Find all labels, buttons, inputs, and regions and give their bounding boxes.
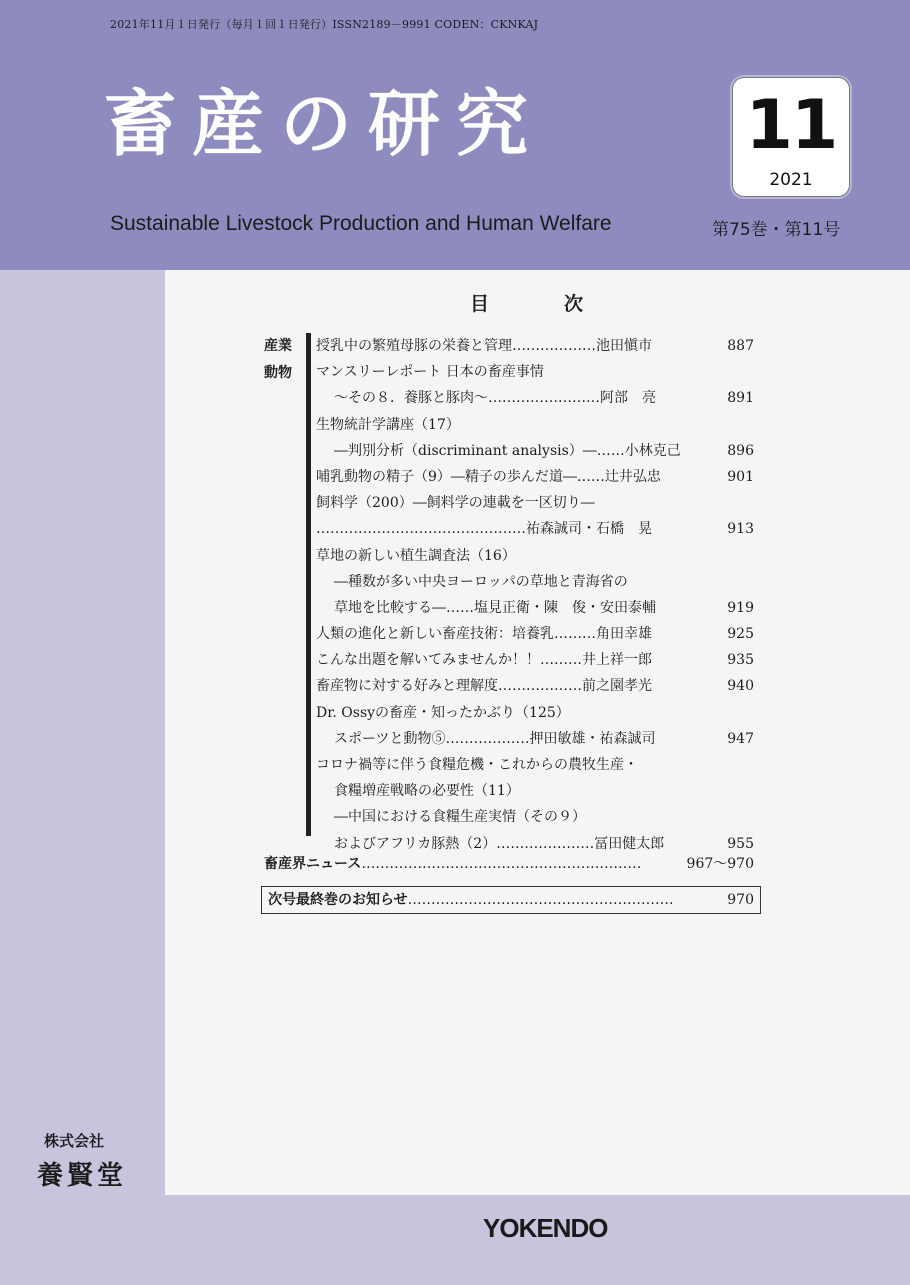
toc-line-page: 896: [727, 442, 754, 459]
toc-line-text: こんな出題を解いてみませんか！！………井上祥一郎: [316, 652, 652, 669]
publisher-type: 株式会社: [44, 1132, 105, 1150]
toc-line-text: 哺乳動物の精子（9）―精子の歩んだ道―……辻井弘忠: [316, 468, 661, 485]
toc-line: [316, 333, 754, 359]
toc-line-page: 947: [727, 730, 754, 747]
toc-line-text: 畜産物に対する好みと理解度………………前之園孝光: [316, 678, 652, 695]
toc-line: [316, 359, 754, 385]
toc-line: [316, 621, 754, 647]
toc-line-page: 887: [727, 338, 754, 354]
notice-leader: …………………………………………………: [407, 892, 674, 908]
toc-line: [316, 438, 754, 464]
volume-number: 第75巻・第11号: [712, 220, 841, 240]
toc-line: [316, 490, 754, 516]
toc-line: [316, 700, 754, 726]
toc-line-text: ―種数が多い中央ヨーロッパの草地と青海省の: [334, 573, 628, 590]
toc-line-text: およびアフリカ豚熱（2）…………………冨田健太郎: [334, 835, 665, 852]
toc-line-text: マンスリーレポート 日本の畜産事情: [316, 364, 544, 381]
issue-year: 2021: [769, 170, 813, 190]
toc-line: [316, 726, 754, 752]
news-label: 畜産界ニュース: [264, 856, 362, 872]
news-leader: ……………………………………………………: [361, 856, 642, 872]
toc-line-text: 生物統計学講座（17）: [316, 416, 460, 433]
toc-line: [316, 385, 754, 411]
toc-line: [316, 804, 754, 830]
toc-line-text: 授乳中の繁殖母豚の栄養と管理………………池田愼市: [316, 338, 652, 354]
toc-line-page: 901: [727, 468, 754, 485]
category-line-1: 産業: [264, 338, 292, 354]
toc-line: [316, 778, 754, 804]
toc-line: [316, 412, 754, 438]
toc-heading: 目 次: [470, 293, 612, 315]
publication-info: 2021年11月１日発行（毎月１回１日発行）ISSN2189－9991 CODEN：CKNKAJ: [110, 18, 539, 31]
toc-line-text: 草地の新しい植生調査法（16）: [316, 547, 516, 564]
side-band: [0, 270, 165, 1195]
publisher-logo: YOKENDO: [483, 1213, 608, 1243]
toc-line-text: 草地を比較する―……塩見正衛・陳 俊・安田泰輔: [334, 599, 656, 616]
toc-line: [316, 464, 754, 490]
news-page: 967～970: [686, 856, 754, 872]
toc-line-text: ―中国における食糧生産実情（その９）: [334, 809, 586, 826]
toc-line-text: 食糧増産戦略の必要性（11）: [334, 783, 520, 800]
publisher-name: 養賢堂: [37, 1161, 128, 1191]
toc-line: [316, 543, 754, 569]
toc-category: [264, 333, 304, 387]
toc-line-page: 935: [727, 652, 754, 669]
category-bar: [306, 333, 311, 836]
toc-line-text: ～その８．養豚と豚肉～……………………阿部 亮: [334, 390, 656, 407]
toc-line-text: Dr. Ossyの畜産・知ったかぶり（125）: [316, 704, 570, 721]
toc-line-text: コロナ禍等に伴う食糧危機・これからの農牧生産・: [316, 757, 638, 773]
footer-band: [0, 1195, 910, 1285]
toc-line-text: ―判別分析（discriminant analysis）―……小林克己: [334, 442, 681, 459]
toc-line: [316, 569, 754, 595]
next-issue-notice: [261, 886, 761, 914]
news-entry: [264, 851, 754, 877]
issue-box: [732, 77, 850, 197]
toc-line: [316, 647, 754, 673]
journal-title: 畜産の研究: [104, 82, 545, 166]
toc-line-page: 913: [727, 521, 754, 538]
toc-line-text: 飼料学（200）―飼料学の連載を一区切り―: [316, 495, 595, 512]
notice-page: 970: [727, 892, 754, 908]
toc-line: [316, 516, 754, 542]
toc-line-page: 891: [727, 390, 754, 407]
toc-line: [316, 752, 754, 778]
toc-line-page: 940: [727, 678, 754, 695]
toc-line: [316, 595, 754, 621]
toc-line: [316, 673, 754, 699]
notice-label: 次号最終巻のお知らせ: [268, 892, 408, 908]
toc-line-text: 人類の進化と新しい畜産技術：培養乳………角田幸雄: [316, 626, 652, 643]
issue-number: 11: [745, 86, 837, 165]
category-line-2: 動物: [264, 365, 292, 381]
toc-line-page: 919: [727, 599, 754, 616]
toc-line-text: ………………………………………祐森誠司・石橋 晃: [316, 521, 652, 538]
toc-line-text: スポーツと動物⑤………………押田敏雄・祐森誠司: [334, 730, 656, 747]
journal-subtitle: Sustainable Livestock Production and Human Welfare: [110, 212, 612, 235]
toc-list: [316, 333, 754, 857]
toc-line-page: 925: [727, 626, 754, 643]
toc-line-page: 955: [727, 835, 754, 852]
